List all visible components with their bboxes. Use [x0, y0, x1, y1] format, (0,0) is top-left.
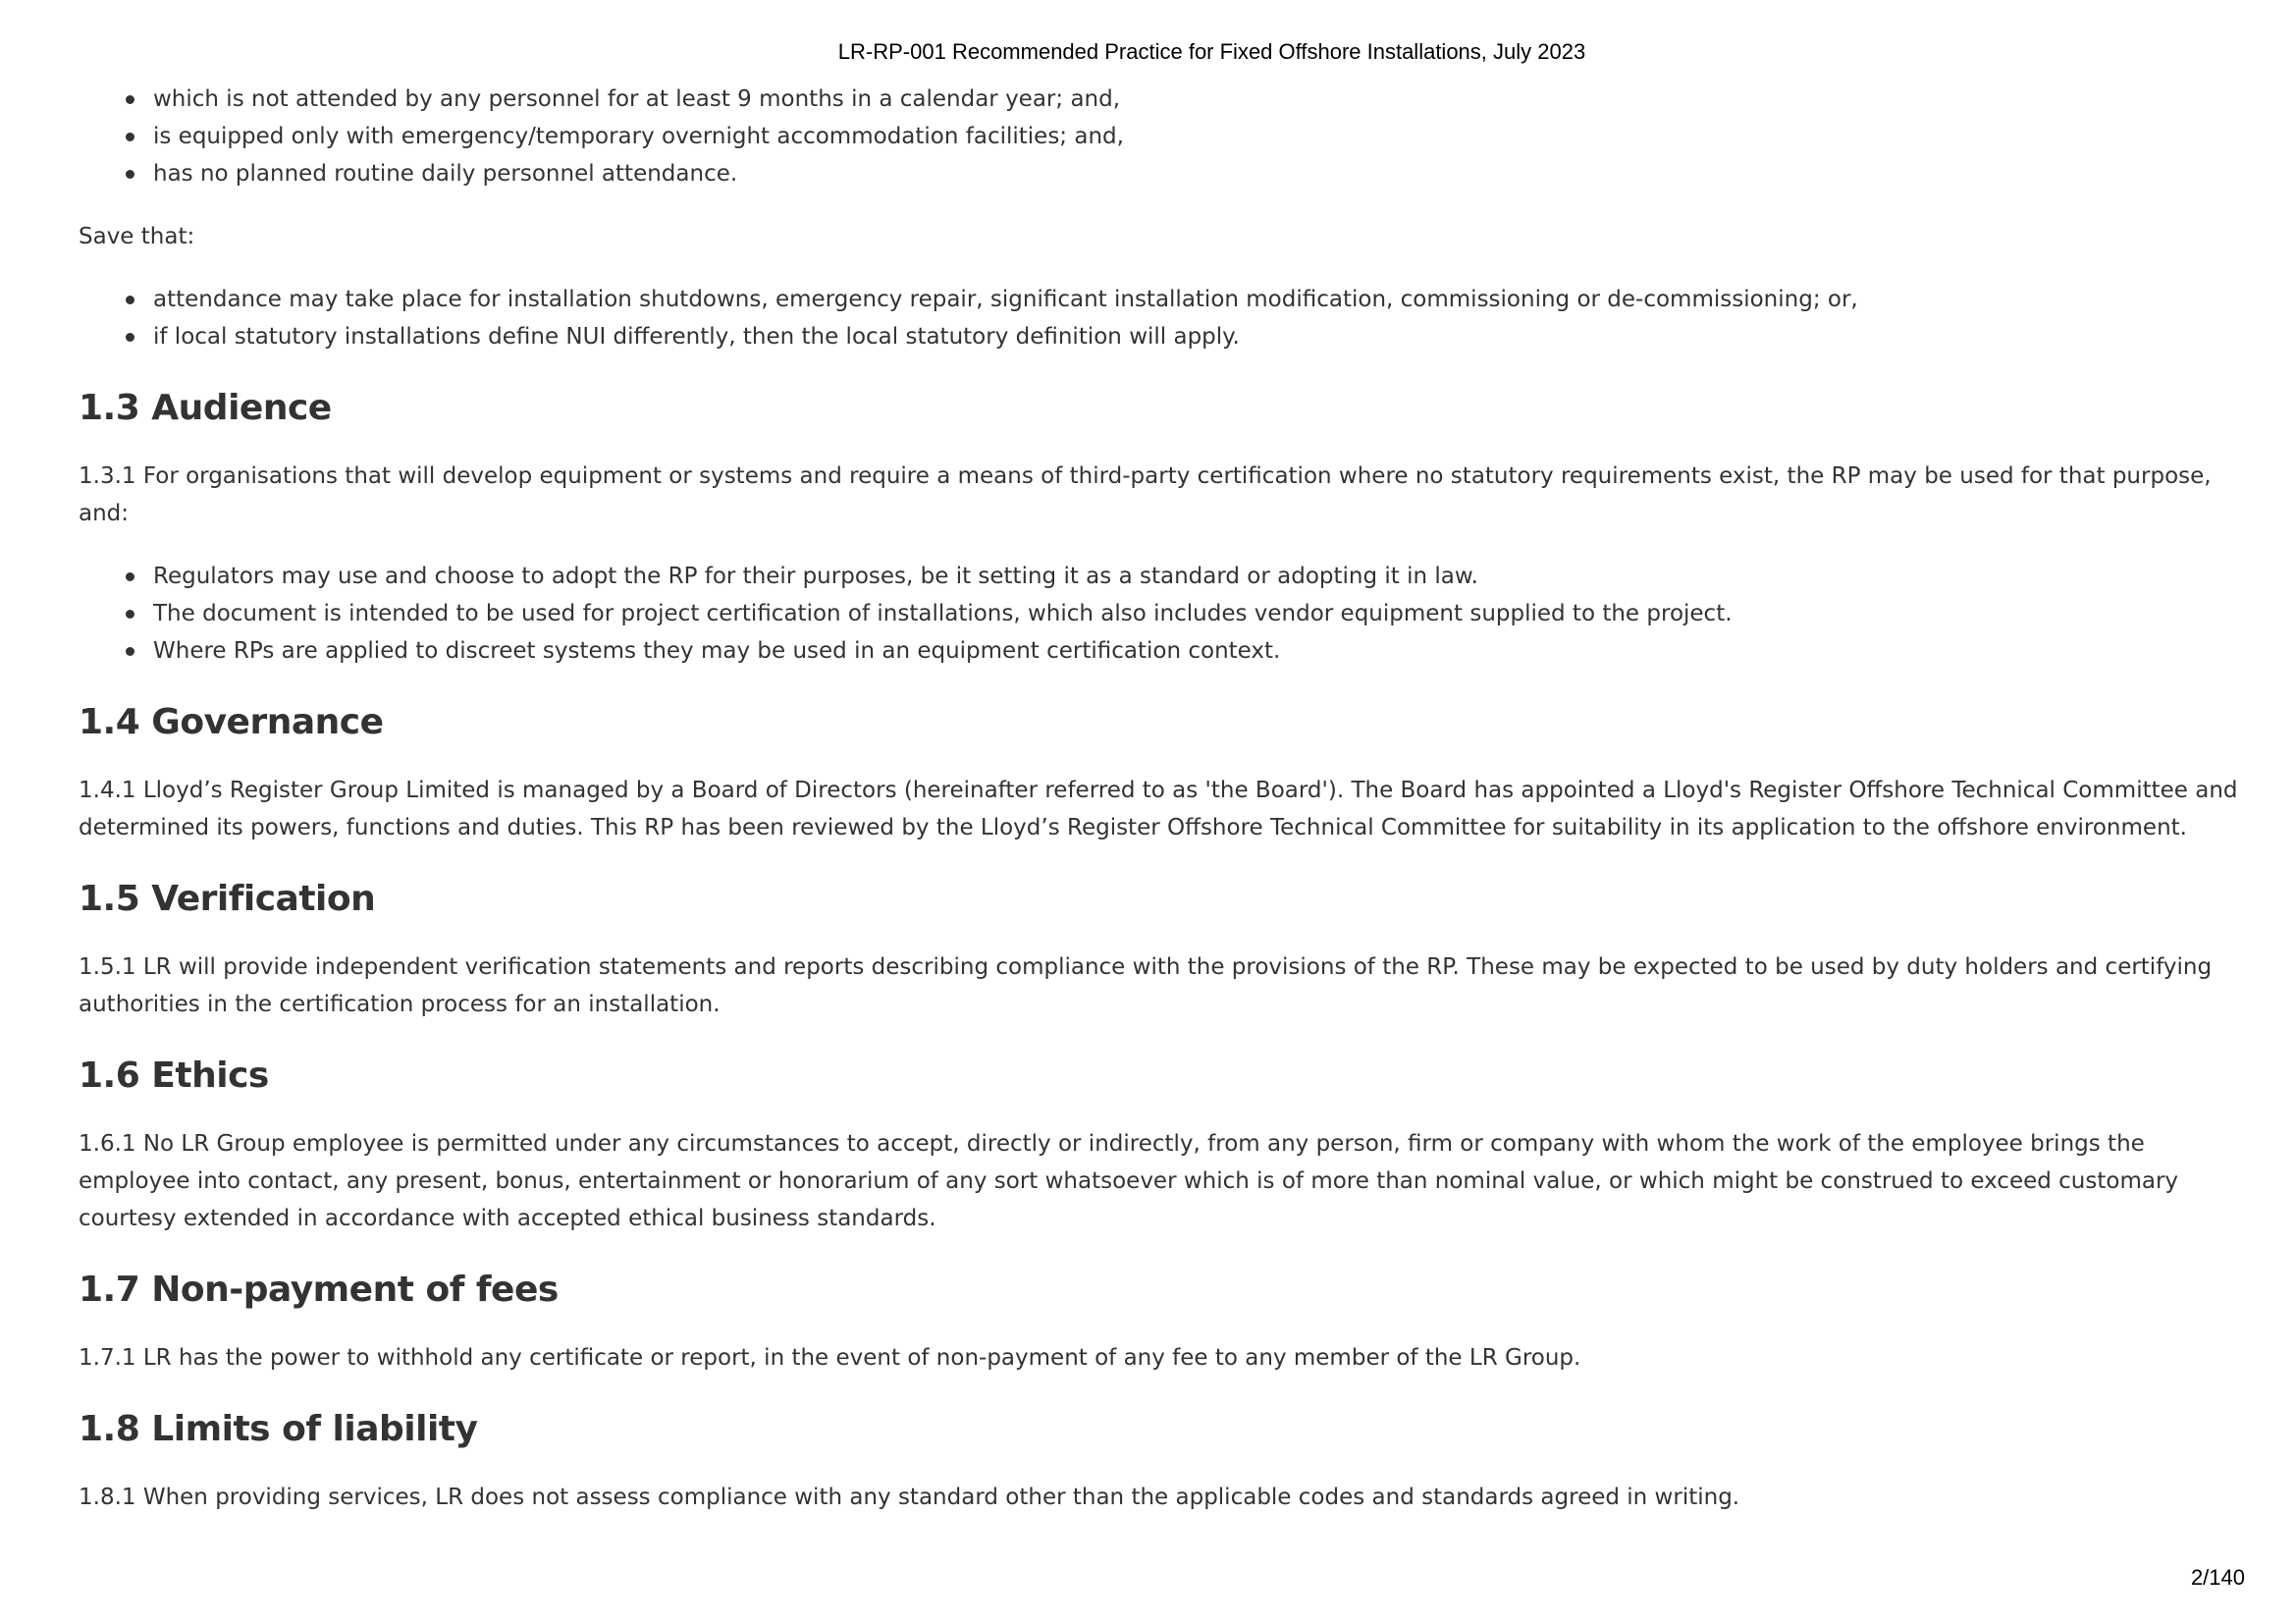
section-heading-governance: 1.4 Governance: [79, 702, 384, 742]
list-item: has no planned routine daily personnel attendance.: [153, 155, 2248, 192]
list-item: Where RPs are applied to discreet systems they may be used in an equipment certification context.: [153, 632, 2248, 670]
section-text-ethics: 1.6.1 No LR Group employee is permitted under any circumstances to accept, directly or indirectly, from any person, firm or company with whom the work of the employee brings the employee into contact, any present, bonus, entertainment or honorarium of any sort whatsoever which is of more than nominal value, or which might be construed to exceed customary courtesy extended in accordance with accepted ethical business standards.: [79, 1131, 2179, 1231]
list-item: attendance may take place for installation shutdowns, emergency repair, significant installation modification, commissioning or de-commissioning; or,: [153, 281, 2248, 318]
section-text-audience: 1.3.1 For organisations that will develop equipment or systems and require a means of third-party certification where no statutory requirements exist, the RP may be used for that purpose, and:: [79, 463, 2212, 526]
audience-list: [79, 558, 2248, 670]
section-text-fees: 1.7.1 LR has the power to withhold any certificate or report, in the event of non-payment of any fee to any member of the LR Group.: [79, 1345, 1581, 1371]
page-number: 2/140: [2190, 1565, 2245, 1590]
section-heading-verification: 1.5 Verification: [79, 879, 376, 919]
list-item: if local statutory installations define NUI differently, then the local statutory definition will apply.: [153, 318, 2248, 355]
save-that-list: [79, 281, 2248, 355]
section-heading-fees: 1.7 Non-payment of fees: [79, 1270, 559, 1310]
list-item: which is not attended by any personnel for at least 9 months in a calendar year; and,: [153, 81, 2248, 118]
document-body: [79, 81, 2248, 1516]
section-heading-audience: 1.3 Audience: [79, 388, 332, 428]
list-item: The document is intended to be used for project certification of installations, which also includes vendor equipment supplied to the project.: [153, 595, 2248, 632]
list-item: is equipped only with emergency/temporary overnight accommodation facilities; and,: [153, 118, 2248, 155]
page-header: LR-RP-001 Recommended Practice for Fixed Offshore Installations, July 2023: [837, 39, 1586, 64]
section-text-governance: 1.4.1 Lloyd’s Register Group Limited is managed by a Board of Directors (hereinafter referred to as 'the Board'). The Board has appointed a Lloyd's Register Offshore Technical Committee and determined its powers, functions and duties. This RP has been reviewed by the Lloyd’s Register Offshore Technical Committee for suitability in its application to the offshore environment.: [79, 778, 2238, 840]
section-heading-liability: 1.8 Limits of liability: [79, 1409, 478, 1449]
section-heading-ethics: 1.6 Ethics: [79, 1055, 269, 1096]
nui-criteria-list: [79, 81, 2248, 192]
section-text-verification: 1.5.1 LR will provide independent verification statements and reports describing compliance with the provisions of the RP. These may be expected to be used by duty holders and certifying authorities in the certification process for an installation.: [79, 954, 2213, 1017]
list-item: Regulators may use and choose to adopt the RP for their purposes, be it setting it as a standard or adopting it in law.: [153, 558, 2248, 595]
save-that-label: Save that:: [79, 224, 195, 249]
section-text-liability: 1.8.1 When providing services, LR does not assess compliance with any standard other than the applicable codes and standards agreed in writing.: [79, 1485, 1740, 1510]
